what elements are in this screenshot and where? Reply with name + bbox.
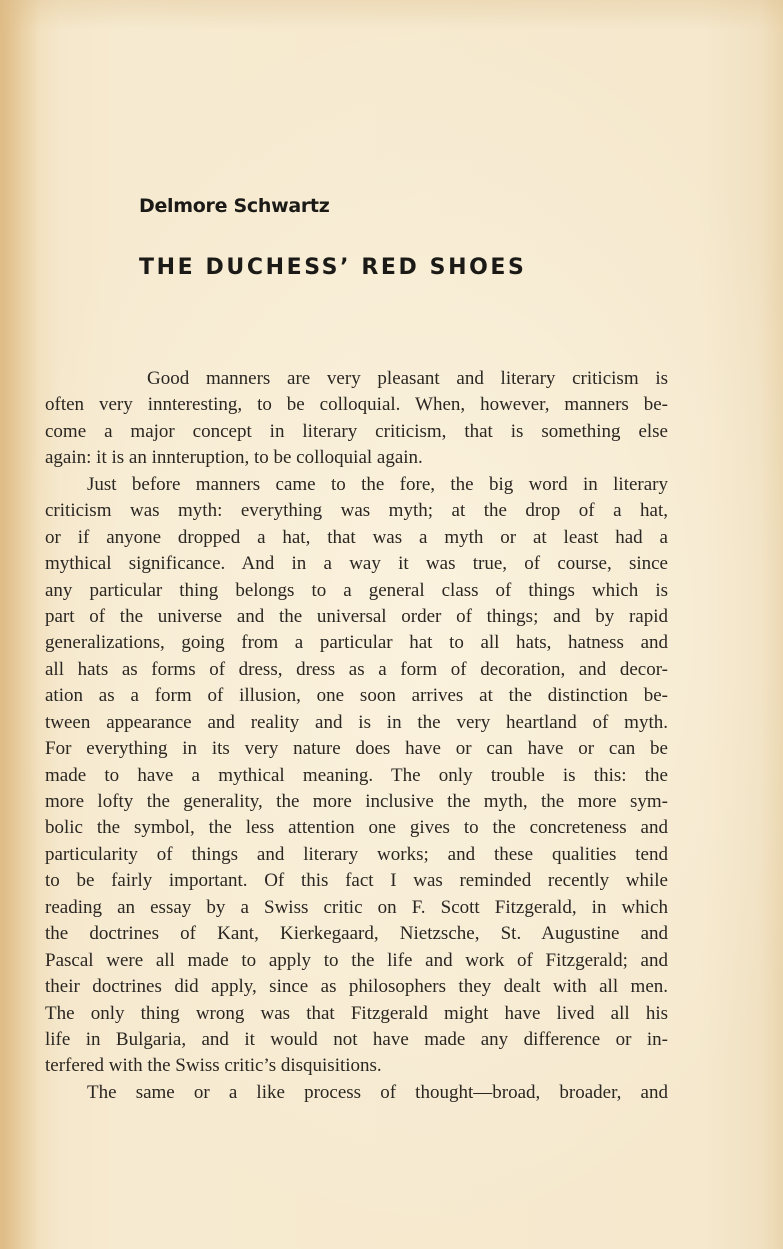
text-line: come a major concept in literary criticism, that is something else xyxy=(45,420,668,442)
text-line: For everything in its very nature does have or can have or can be xyxy=(45,738,668,760)
text-line: made to have a mythical meaning. The only trouble is this: the xyxy=(45,764,668,786)
text-line: Just before manners came to the fore, the big word in literary xyxy=(87,473,668,495)
text-line: particularity of things and literary works; and these qualities tend xyxy=(45,843,668,865)
text-line: ation as a form of illusion, one soon arrives at the distinction be- xyxy=(45,685,668,707)
text-line: or if anyone dropped a hat, that was a myth or at least had a xyxy=(45,526,668,548)
text-line: generalizations, going from a particular hat to all hats, hatness and xyxy=(45,632,668,654)
text-line: terfered with the Swiss critic’s disquisitions. xyxy=(45,1055,382,1077)
text-line: all hats as forms of dress, dress as a form of decoration, and decor- xyxy=(45,658,668,680)
text-line: to be fairly important. Of this fact I was reminded recently while xyxy=(45,870,668,892)
text-line: more lofty the generality, the more inclusive the myth, the more sym- xyxy=(45,791,668,812)
text-line: again: it is an innteruption, to be colloquial again. xyxy=(45,447,423,469)
essay-body xyxy=(45,366,668,1106)
text-line: any particular thing belongs to a general class of things which is xyxy=(45,579,668,601)
author-name: Delmore Schwartz xyxy=(139,195,330,217)
text-line: tween appearance and reality and is in the very heartland of myth. xyxy=(45,711,668,733)
text-line: bolic the symbol, the less attention one gives to the concreteness and xyxy=(45,817,668,839)
text-line: The same or a like process of thought—broad, broader, and xyxy=(87,1081,668,1103)
text-line: their doctrines did apply, since as philosophers they dealt with all men. xyxy=(45,976,668,998)
text-line: often very innteresting, to be colloquial. When, however, manners be- xyxy=(45,394,668,416)
text-line: criticism was myth: everything was myth; at the drop of a hat, xyxy=(45,500,668,522)
text-line: Good manners are very pleasant and literary criticism is xyxy=(147,368,668,389)
text-line: Pascal were all made to apply to the life and work of Fitzgerald; and xyxy=(45,949,668,971)
text-line: the doctrines of Kant, Kierkegaard, Nietzsche, St. Augustine and xyxy=(45,923,668,945)
essay-title: THE DUCHESS’ RED SHOES xyxy=(139,255,527,280)
text-line: reading an essay by a Swiss critic on F. Scott Fitzgerald, in which xyxy=(45,896,668,918)
text-line: life in Bulgaria, and it would not have made any difference or in- xyxy=(45,1028,668,1050)
text-line: The only thing wrong was that Fitzgerald might have lived all his xyxy=(45,1002,668,1024)
text-line: mythical significance. And in a way it was true, of course, since xyxy=(45,553,668,575)
text-line: part of the universe and the universal order of things; and by rapid xyxy=(45,605,668,627)
